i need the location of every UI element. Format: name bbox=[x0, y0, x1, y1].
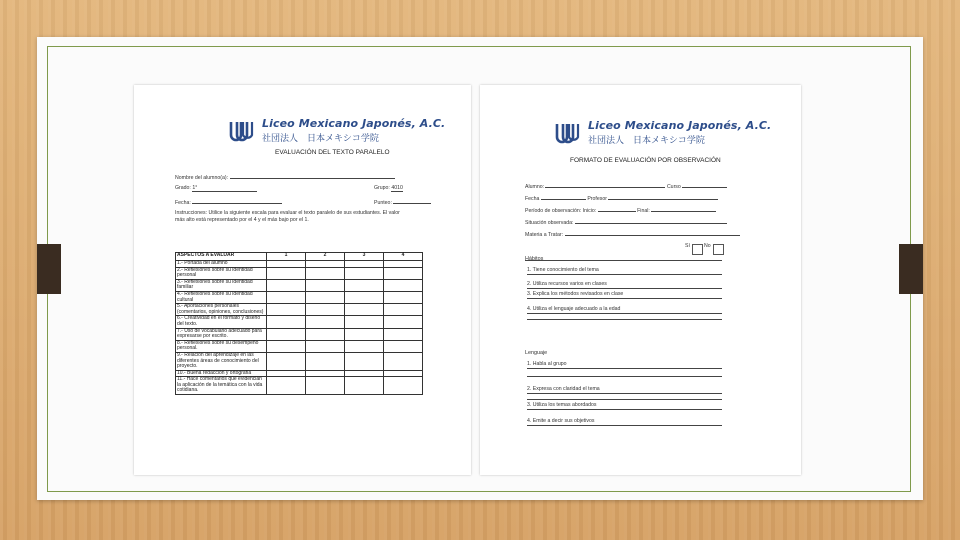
course-label: Curso bbox=[666, 184, 681, 190]
habits-heading: Hábitos bbox=[525, 256, 544, 262]
table-row bbox=[176, 291, 423, 303]
aspect-cell: 6.- Creatividad en el formato y diseño del texto. bbox=[176, 316, 267, 328]
score-cell[interactable] bbox=[345, 261, 384, 268]
score-cell[interactable] bbox=[306, 370, 345, 377]
group-value: 4010 bbox=[391, 185, 403, 191]
score-cell[interactable] bbox=[384, 316, 423, 328]
score-cell[interactable] bbox=[306, 261, 345, 268]
score-cell[interactable] bbox=[384, 328, 423, 340]
score-cell[interactable] bbox=[267, 279, 306, 291]
school-emblem-icon bbox=[554, 120, 580, 146]
date-label: Fecha bbox=[525, 196, 540, 202]
answer-line bbox=[527, 319, 722, 320]
period-label: Período de observación: Inicio: bbox=[525, 208, 597, 214]
aspect-cell: 2.- Reflexiones sobre su identidad personal bbox=[176, 267, 267, 279]
language-item: 1. Habla al grupo bbox=[527, 361, 722, 369]
table-row bbox=[176, 377, 423, 395]
end-label: Final: bbox=[637, 208, 650, 214]
aspect-cell: 8.- Reflexiones sobre su desempeño personal. bbox=[176, 340, 267, 352]
score-cell[interactable] bbox=[306, 328, 345, 340]
table-row bbox=[176, 316, 423, 328]
habit-item: 3. Explica los métodos revisados en clase bbox=[527, 291, 722, 299]
school-name-japanese: 社団法人 日本メキシコ学院 bbox=[262, 133, 379, 143]
date-line bbox=[175, 198, 282, 206]
table-row bbox=[176, 267, 423, 279]
yes-checkbox[interactable] bbox=[692, 244, 703, 255]
language-item: 2. Expresa con claridad el tema bbox=[527, 386, 722, 394]
score-cell[interactable] bbox=[267, 377, 306, 395]
scale-header-4: 4 bbox=[384, 253, 423, 261]
period-end-blank bbox=[651, 206, 716, 212]
score-cell[interactable] bbox=[384, 377, 423, 395]
score-cell[interactable] bbox=[384, 370, 423, 377]
instructions-line-1: Instrucciones: Utilice la siguiente escala para evaluar el texto paralelo de sus estudiantes. El valor bbox=[175, 210, 400, 216]
scale-header-2: 2 bbox=[306, 253, 345, 261]
table-row bbox=[176, 340, 423, 352]
rubric-document-page bbox=[134, 85, 471, 475]
student-course-line bbox=[525, 182, 727, 190]
grade-value: 1° bbox=[192, 185, 257, 192]
answer-line bbox=[527, 376, 722, 377]
situation-line bbox=[525, 218, 727, 226]
score-cell[interactable] bbox=[384, 304, 423, 316]
language-heading: Lenguaje bbox=[525, 350, 548, 356]
score-cell[interactable] bbox=[267, 304, 306, 316]
period-line bbox=[525, 206, 716, 214]
school-emblem-icon bbox=[228, 118, 254, 144]
situation-blank bbox=[575, 218, 727, 224]
date-blank bbox=[192, 198, 282, 204]
score-cell[interactable] bbox=[345, 304, 384, 316]
grade-label: Grado: bbox=[175, 185, 191, 191]
score-cell[interactable] bbox=[345, 340, 384, 352]
school-name: Liceo Mexicano Japonés, A.C. bbox=[262, 117, 446, 130]
aspect-cell: 10.- Buena redacción y ortografía bbox=[176, 370, 267, 377]
right-edge-tab bbox=[899, 244, 923, 294]
table-row bbox=[176, 328, 423, 340]
score-cell[interactable] bbox=[384, 261, 423, 268]
score-cell[interactable] bbox=[267, 340, 306, 352]
situation-label: Situación observada: bbox=[525, 220, 574, 226]
student-name-line bbox=[175, 173, 395, 181]
aspect-cell: 1.- Portada del alumno bbox=[176, 261, 267, 268]
school-logo bbox=[228, 117, 445, 144]
student-name-blank bbox=[230, 173, 395, 179]
score-cell[interactable] bbox=[345, 267, 384, 279]
left-edge-tab bbox=[37, 244, 61, 294]
aspect-cell: 4.- Reflexiones sobre su identidad cultural bbox=[176, 291, 267, 303]
language-item: 3. Utiliza los temas abordados bbox=[527, 402, 722, 410]
score-cell[interactable] bbox=[267, 370, 306, 377]
score-cell[interactable] bbox=[384, 267, 423, 279]
habit-item: 2. Utiliza recursos varios en clases bbox=[527, 281, 722, 289]
divider bbox=[525, 260, 722, 261]
score-cell[interactable] bbox=[345, 377, 384, 395]
rubric-title: EVALUACIÓN DEL TEXTO PARALELO bbox=[275, 149, 390, 156]
score-cell[interactable] bbox=[384, 352, 423, 370]
language-item: 4. Emite a decir sus objetivos bbox=[527, 418, 722, 426]
score-cell[interactable] bbox=[384, 340, 423, 352]
subject-label: Materia a Tratar: bbox=[525, 232, 564, 238]
student-name-label: Nombre del alumno(a): bbox=[175, 175, 229, 181]
habit-item: 4. Utiliza el lenguaje adecuado a la edad bbox=[527, 306, 722, 314]
observation-document-page bbox=[480, 85, 801, 475]
student-blank bbox=[545, 182, 665, 188]
group-line bbox=[374, 185, 403, 191]
observation-title: FORMATO DE EVALUACIÓN POR OBSERVACIÓN bbox=[570, 157, 721, 164]
score-cell[interactable] bbox=[306, 267, 345, 279]
aspect-cell: 7.- Uso de vocabulario adecuado para expresarse por escrito. bbox=[176, 328, 267, 340]
aspects-header: ASPECTOS A EVALUAR bbox=[176, 253, 267, 261]
score-cell[interactable] bbox=[384, 279, 423, 291]
instructions-line-2: más alto está representado por el 4 y el más bajo por el 1. bbox=[175, 217, 309, 223]
scale-header-1: 1 bbox=[267, 253, 306, 261]
date-label: Fecha: bbox=[175, 200, 191, 206]
teacher-label: Profesor bbox=[587, 196, 607, 202]
no-label: No bbox=[704, 243, 711, 249]
score-cell[interactable] bbox=[306, 377, 345, 395]
school-logo bbox=[554, 119, 771, 146]
subject-line bbox=[525, 230, 740, 238]
scale-header-3: 3 bbox=[345, 253, 384, 261]
period-start-blank bbox=[598, 206, 636, 212]
score-cell[interactable] bbox=[345, 352, 384, 370]
score-cell[interactable] bbox=[267, 291, 306, 303]
score-cell[interactable] bbox=[306, 304, 345, 316]
subject-blank bbox=[565, 230, 740, 236]
school-name-japanese: 社団法人 日本メキシコ学院 bbox=[588, 135, 705, 145]
group-label: Grupo: bbox=[374, 185, 390, 191]
score-cell[interactable] bbox=[267, 316, 306, 328]
score-cell[interactable] bbox=[267, 328, 306, 340]
score-cell[interactable] bbox=[306, 316, 345, 328]
date-blank bbox=[541, 194, 586, 200]
score-cell[interactable] bbox=[306, 291, 345, 303]
score-cell[interactable] bbox=[345, 291, 384, 303]
answer-line bbox=[527, 399, 722, 400]
date-teacher-line bbox=[525, 194, 718, 202]
score-cell[interactable] bbox=[306, 279, 345, 291]
score-cell[interactable] bbox=[345, 279, 384, 291]
course-blank bbox=[682, 182, 727, 188]
score-cell[interactable] bbox=[345, 328, 384, 340]
aspect-cell: 11.- Hace comentarios que evidencian la aplicación de la temática con la vida cotidiana. bbox=[176, 377, 267, 395]
score-cell[interactable] bbox=[306, 352, 345, 370]
school-name: Liceo Mexicano Japonés, A.C. bbox=[588, 119, 772, 132]
teacher-blank bbox=[608, 194, 718, 200]
table-row bbox=[176, 304, 423, 316]
score-label: Punteo: bbox=[374, 200, 392, 206]
score-cell[interactable] bbox=[345, 316, 384, 328]
grade-line bbox=[175, 185, 257, 191]
aspect-cell: 9.- Relación del aprendizaje en las diferentes áreas de conocimiento del proyecto. bbox=[176, 352, 267, 370]
no-checkbox[interactable] bbox=[713, 244, 724, 255]
score-cell[interactable] bbox=[345, 370, 384, 377]
score-line bbox=[374, 198, 431, 206]
score-cell[interactable] bbox=[267, 261, 306, 268]
score-blank bbox=[393, 198, 431, 204]
yes-label: Sí bbox=[685, 243, 690, 249]
score-cell[interactable] bbox=[267, 267, 306, 279]
score-cell[interactable] bbox=[384, 291, 423, 303]
aspect-cell: 3.- Reflexiones sobre su identidad familiar bbox=[176, 279, 267, 291]
table-row bbox=[176, 279, 423, 291]
aspect-cell: 5.- Aportaciones personales (comentarios, opiniones, conclusiones) bbox=[176, 304, 267, 316]
score-cell[interactable] bbox=[306, 340, 345, 352]
score-cell[interactable] bbox=[267, 352, 306, 370]
student-label: Alumno: bbox=[525, 184, 545, 190]
habit-item: 1. Tiene conocimiento del tema bbox=[527, 267, 722, 275]
table-row bbox=[176, 352, 423, 370]
rubric-table bbox=[175, 252, 423, 395]
